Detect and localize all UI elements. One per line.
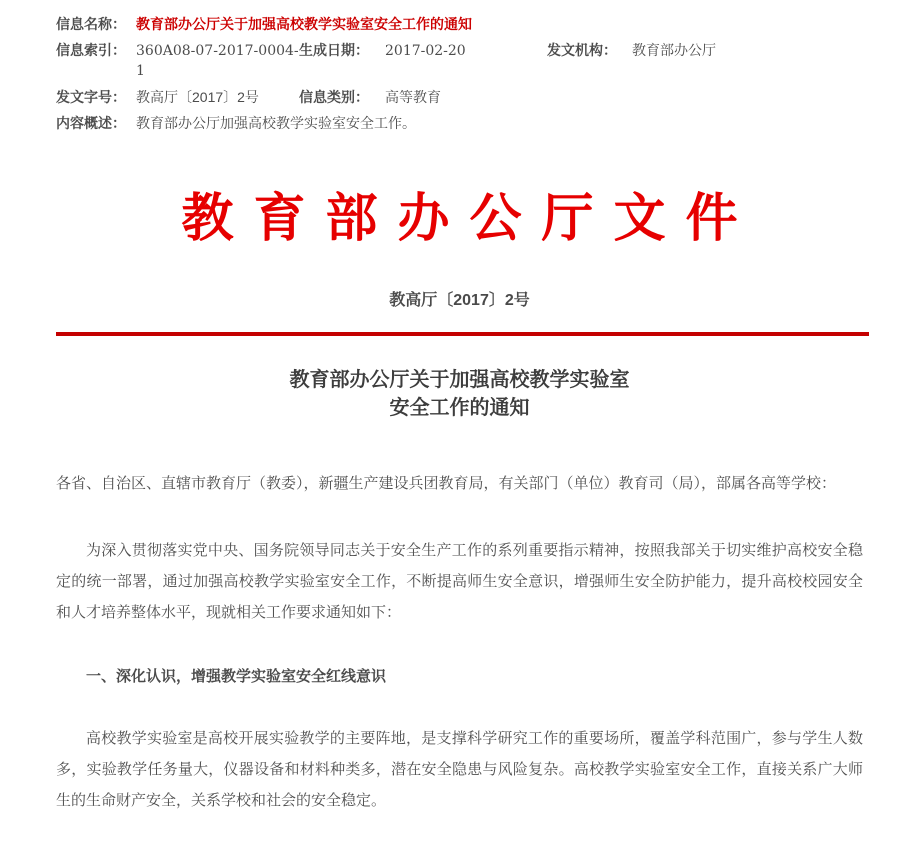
info-name-label: 信息名称： — [56, 16, 126, 32]
meta-row-docnum-category — [56, 87, 863, 107]
summary-label: 内容概述： — [56, 115, 126, 131]
metadata-header — [56, 14, 863, 133]
red-divider-line — [56, 332, 869, 336]
meta-row-summary — [56, 113, 863, 133]
doc-number-value: 教高厅〔2017〕2号 — [136, 89, 259, 105]
section-1-paragraph: 高校教学实验室是高校开展实验教学的主要阵地，是支撑科学研究工作的重要场所，覆盖学科范围广，参与学生人数多，实验教学任务量大，仪器设备和材料种类多，潜在安全隐患与风险复杂。高校教学实验室安全工作，直接关系广大师生的生命财产安全，关系学校和社会的安全稳定。 — [56, 730, 863, 809]
gen-date-value: 2017-02-20 — [385, 43, 466, 59]
gen-date-label: 生成日期： — [299, 42, 369, 58]
issuing-agency-label: 发文机构： — [547, 42, 617, 58]
notice-title-line1: 教育部办公厅关于加强高校教学实验室 — [289, 369, 630, 391]
salutation-paragraph: 各省、自治区、直辖市教育厅（教委），新疆生产建设兵团教育局，有关部门（单位）教育司（局），部属各高等学校： — [56, 475, 837, 492]
masthead-doc-number: 教高厅〔2017〕2号 — [389, 292, 530, 309]
meta-row-name — [56, 14, 863, 34]
masthead-title: 教育部办公厅文件 — [181, 188, 758, 249]
notice-title-line2: 安全工作的通知 — [389, 397, 530, 419]
info-category-value: 高等教育 — [385, 89, 441, 105]
info-category-label: 信息类别： — [299, 89, 369, 105]
intro-paragraph: 为深入贯彻落实党中央、国务院领导同志关于安全生产工作的系列重要指示精神，按照我部关于切实维护高校安全稳定的统一部署，通过加强高校教学实验室安全工作，不断提高师生安全意识，增强师生安全防护能力，提升高校校园安全和人才培养整体水平，现就相关工作要求通知如下： — [56, 542, 863, 621]
info-index-label: 信息索引： — [56, 42, 126, 58]
summary-value: 教育部办公厅加强高校教学实验室安全工作。 — [136, 115, 416, 131]
notice-title — [56, 366, 863, 422]
doc-number-label: 发文字号： — [56, 89, 126, 105]
info-index-value: 360A08-07-2017-0004-1 — [136, 43, 299, 79]
issuing-agency-value: 教育部办公厅 — [632, 42, 716, 58]
section-heading-1: 一、深化认识，增强教学实验室安全红线意识 — [86, 668, 387, 685]
meta-row-index-date-agency — [56, 40, 863, 81]
info-name-value: 教育部办公厅关于加强高校教学实验室安全工作的通知 — [136, 16, 472, 32]
